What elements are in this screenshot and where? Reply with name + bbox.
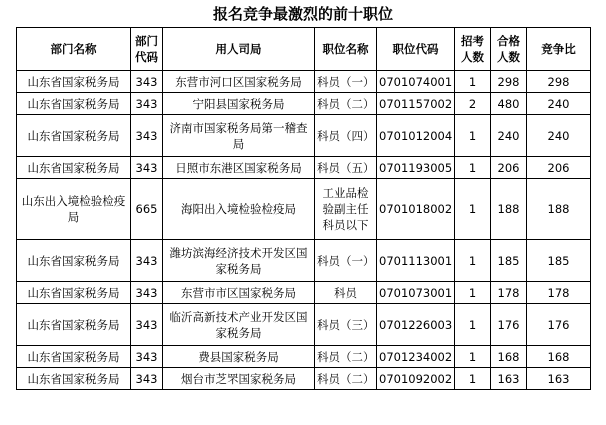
table-row bbox=[17, 282, 591, 304]
cell-ratio: 188 bbox=[527, 179, 591, 240]
table-row bbox=[17, 346, 591, 368]
cell-dept-code: 665 bbox=[131, 179, 163, 240]
cell-qualified: 163 bbox=[491, 368, 527, 390]
cell-position-name: 工业品检验副主任科员以下 bbox=[315, 179, 377, 240]
cell-dept-name: 山东省国家税务局 bbox=[17, 368, 131, 390]
cell-dept-name: 山东出入境检验检疫局 bbox=[17, 179, 131, 240]
cell-qualified: 176 bbox=[491, 304, 527, 346]
cell-dept-name: 山东省国家税务局 bbox=[17, 346, 131, 368]
header-dept-code: 部门代码 bbox=[131, 28, 163, 71]
cell-position-name: 科员（五） bbox=[315, 157, 377, 179]
header-bureau: 用人司局 bbox=[163, 28, 315, 71]
cell-quota: 1 bbox=[455, 240, 491, 282]
cell-dept-name: 山东省国家税务局 bbox=[17, 115, 131, 157]
cell-ratio: 298 bbox=[527, 71, 591, 93]
cell-bureau: 济南市国家税务局第一稽查局 bbox=[163, 115, 315, 157]
cell-ratio: 168 bbox=[527, 346, 591, 368]
cell-position-code: 0701113001 bbox=[377, 240, 455, 282]
header-position-code: 职位代码 bbox=[377, 28, 455, 71]
cell-qualified: 480 bbox=[491, 93, 527, 115]
cell-ratio: 240 bbox=[527, 93, 591, 115]
cell-dept-code: 343 bbox=[131, 157, 163, 179]
cell-quota: 1 bbox=[455, 368, 491, 390]
table-header-row bbox=[17, 28, 591, 71]
header-qualified: 合格人数 bbox=[491, 28, 527, 71]
table-row bbox=[17, 157, 591, 179]
cell-quota: 1 bbox=[455, 157, 491, 179]
table-row bbox=[17, 115, 591, 157]
cell-dept-code: 343 bbox=[131, 115, 163, 157]
cell-qualified: 206 bbox=[491, 157, 527, 179]
cell-dept-code: 343 bbox=[131, 240, 163, 282]
cell-position-name: 科员（三） bbox=[315, 304, 377, 346]
cell-ratio: 206 bbox=[527, 157, 591, 179]
cell-dept-name: 山东省国家税务局 bbox=[17, 240, 131, 282]
cell-position-name: 科员（二） bbox=[315, 346, 377, 368]
cell-quota: 1 bbox=[455, 304, 491, 346]
cell-position-code: 0701074001 bbox=[377, 71, 455, 93]
cell-qualified: 178 bbox=[491, 282, 527, 304]
cell-quota: 1 bbox=[455, 346, 491, 368]
table-body bbox=[17, 71, 591, 390]
cell-position-name: 科员 bbox=[315, 282, 377, 304]
cell-dept-name: 山东省国家税务局 bbox=[17, 93, 131, 115]
cell-position-code: 0701157002 bbox=[377, 93, 455, 115]
cell-quota: 1 bbox=[455, 115, 491, 157]
cell-position-name: 科员（四） bbox=[315, 115, 377, 157]
cell-dept-code: 343 bbox=[131, 346, 163, 368]
header-quota: 招考人数 bbox=[455, 28, 491, 71]
table-row bbox=[17, 304, 591, 346]
cell-position-code: 0701018002 bbox=[377, 179, 455, 240]
cell-qualified: 185 bbox=[491, 240, 527, 282]
ranking-table bbox=[16, 27, 591, 390]
cell-quota: 2 bbox=[455, 93, 491, 115]
cell-dept-name: 山东省国家税务局 bbox=[17, 282, 131, 304]
header-position-name: 职位名称 bbox=[315, 28, 377, 71]
cell-dept-code: 343 bbox=[131, 71, 163, 93]
cell-position-code: 0701012004 bbox=[377, 115, 455, 157]
cell-position-code: 0701073001 bbox=[377, 282, 455, 304]
cell-ratio: 176 bbox=[527, 304, 591, 346]
table-row bbox=[17, 368, 591, 390]
cell-ratio: 185 bbox=[527, 240, 591, 282]
cell-position-name: 科员（二） bbox=[315, 368, 377, 390]
cell-position-code: 0701092002 bbox=[377, 368, 455, 390]
cell-ratio: 240 bbox=[527, 115, 591, 157]
cell-position-name: 科员（一） bbox=[315, 240, 377, 282]
cell-dept-code: 343 bbox=[131, 282, 163, 304]
cell-qualified: 298 bbox=[491, 71, 527, 93]
cell-bureau: 烟台市芝罘国家税务局 bbox=[163, 368, 315, 390]
cell-qualified: 168 bbox=[491, 346, 527, 368]
cell-position-name: 科员（一） bbox=[315, 71, 377, 93]
cell-position-code: 0701193005 bbox=[377, 157, 455, 179]
cell-quota: 1 bbox=[455, 282, 491, 304]
cell-quota: 1 bbox=[455, 179, 491, 240]
cell-position-code: 0701226003 bbox=[377, 304, 455, 346]
table-row bbox=[17, 71, 591, 93]
table-row bbox=[17, 93, 591, 115]
header-dept-name: 部门名称 bbox=[17, 28, 131, 71]
header-ratio: 竞争比 bbox=[527, 28, 591, 71]
cell-bureau: 临沂高新技术产业开发区国家税务局 bbox=[163, 304, 315, 346]
cell-bureau: 宁阳县国家税务局 bbox=[163, 93, 315, 115]
table-row bbox=[17, 179, 591, 240]
cell-dept-code: 343 bbox=[131, 93, 163, 115]
cell-dept-code: 343 bbox=[131, 304, 163, 346]
page-title: 报名竞争最激烈的前十职位 bbox=[212, 5, 393, 23]
cell-dept-name: 山东省国家税务局 bbox=[17, 304, 131, 346]
cell-position-code: 0701234002 bbox=[377, 346, 455, 368]
table-row bbox=[17, 240, 591, 282]
cell-ratio: 178 bbox=[527, 282, 591, 304]
cell-bureau: 东营市市区国家税务局 bbox=[163, 282, 315, 304]
cell-dept-name: 山东省国家税务局 bbox=[17, 157, 131, 179]
cell-dept-name: 山东省国家税务局 bbox=[17, 71, 131, 93]
cell-position-name: 科员（二） bbox=[315, 93, 377, 115]
cell-bureau: 费县国家税务局 bbox=[163, 346, 315, 368]
cell-quota: 1 bbox=[455, 71, 491, 93]
cell-bureau: 海阳出入境检验检疫局 bbox=[163, 179, 315, 240]
cell-qualified: 188 bbox=[491, 179, 527, 240]
cell-dept-code: 343 bbox=[131, 368, 163, 390]
cell-bureau: 日照市东港区国家税务局 bbox=[163, 157, 315, 179]
cell-bureau: 东营市河口区国家税务局 bbox=[163, 71, 315, 93]
cell-bureau: 潍坊滨海经济技术开发区国家税务局 bbox=[163, 240, 315, 282]
cell-qualified: 240 bbox=[491, 115, 527, 157]
cell-ratio: 163 bbox=[527, 368, 591, 390]
